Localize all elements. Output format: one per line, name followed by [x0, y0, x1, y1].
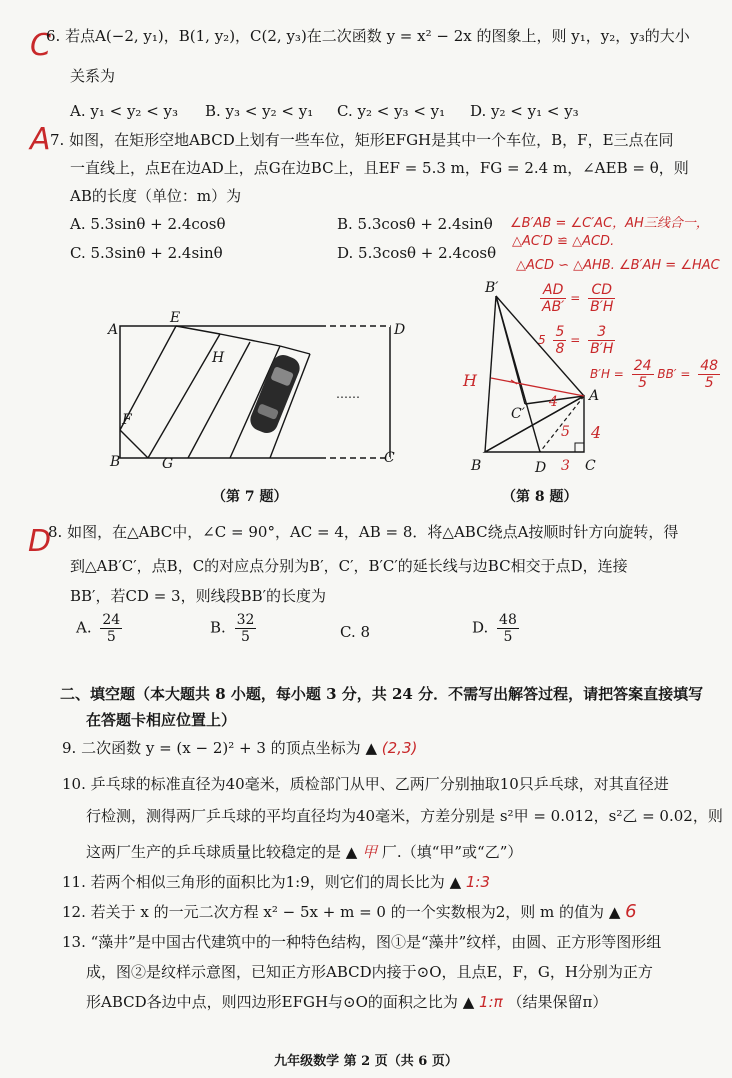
q11-blank: ▲	[449, 873, 462, 891]
q7-option-b: B. 5.3cosθ + 2.4sinθ	[337, 215, 493, 233]
fig7-label-f: F	[122, 412, 132, 428]
q7-handwritten-answer: A	[30, 122, 51, 157]
q6-option-a: A. y₁ < y₂ < y₃	[70, 102, 179, 120]
fig7-label-d: D	[394, 322, 406, 338]
q6-option-d: D. y₂ < y₁ < y₃	[470, 102, 579, 120]
fig8-label-b: B	[471, 458, 482, 474]
fig7-label-g: G	[162, 456, 174, 472]
fig8-label-d: D	[535, 460, 547, 476]
q13-line1: 13. “藻井”是中国古代建筑中的一种特色结构，图①是“藻井”纹样，由圆、正方形等图形组	[62, 933, 662, 951]
q8-option-b: B. $\frac{32}{5}$	[210, 612, 255, 645]
figure-7	[100, 306, 420, 476]
note-line1: ∠B′AB = ∠C′AC，AH三线合一，	[510, 216, 709, 231]
q10-answer: 甲	[362, 843, 378, 861]
q9-blank: ▲	[365, 739, 377, 757]
q11-text: 11. 若两个相似三角形的面积比为1:9，则它们的周长比为 ▲ 1:3	[62, 873, 491, 891]
q6-line1: 6. 若点A(−2, y₁)，B(1, y₂)，C(2, y₃)在二次函数 y = x² − 2x 的图象上，则 y₁，y₂，y₃的大小	[46, 27, 690, 45]
fig7-caption: （第 7 题）	[212, 489, 288, 505]
q10-line1: 10. 乒乓球的标准直径为40毫米，质检部门从甲、乙两厂分别抽取10只乒乓球，对其直径进	[62, 775, 669, 793]
q13-line3: 形ABCD各边中点，则四边形EFGH与⊙O的面积之比为 ▲ 1:π （结果保留π）	[86, 993, 608, 1011]
q8-line2: 到△AB′C′，点B，C的对应点分别为B′，C′，B′C′的延长线与边BC相交于点D，连接	[70, 557, 628, 575]
note-line3: △ACD ∽ △AHB. ∠B′AH = ∠HAC	[516, 258, 720, 273]
q10-blank: ▲	[345, 843, 358, 861]
fig7-label-c: C	[384, 450, 395, 466]
fig8-note-3: 3	[561, 458, 570, 474]
q10-line2: 行检测，测得两厂乒乓球的平均直径均为40毫米，方差分别是 s²甲 = 0.012，s²乙 = 0.02，则	[86, 807, 723, 825]
fig7-label-h: H	[212, 350, 225, 366]
fig8-note-4a: 4	[549, 394, 558, 410]
q7-line1: 7. 如图，在矩形空地ABCD上划有一些车位，矩形EFGH是其中一个车位，B，F，E三点在同	[50, 131, 674, 149]
fig7-dots: ……	[336, 387, 360, 401]
fig7-label-a: A	[108, 322, 119, 338]
fig7-label-e: E	[170, 310, 181, 326]
q8-line1: 8. 如图，在△ABC中，∠C = 90°，AC = 4，AB = 8．将△ABC绕点A按顺时针方向旋转，得	[48, 523, 679, 541]
q9-answer: (2,3)	[381, 739, 418, 757]
section2-heading-cont: 在答题卡相应位置上）	[86, 711, 237, 729]
page-footer: 九年级数学 第 2 页（共 6 页）	[274, 1054, 458, 1069]
fig8-note-4b: 4	[591, 423, 602, 442]
q7-option-c: C. 5.3sinθ + 2.4sinθ	[70, 244, 223, 262]
q13-answer: 1:π	[479, 993, 503, 1011]
q6-option-b: B. y₃ < y₂ < y₁	[205, 102, 314, 120]
q7-line2: 一直线上，点E在边AD上，点G在边BC上，且EF = 5.3 m，FG = 2.4 m，∠AEB = θ，则	[70, 159, 689, 177]
q9-text: 9. 二次函数 y = (x − 2)² + 3 的顶点坐标为 ▲ (2,3)	[62, 739, 418, 757]
q13-blank: ▲	[462, 993, 475, 1011]
fig8-label-c1: C′	[511, 406, 525, 422]
q8-option-d: D. $\frac{48}{5}$	[472, 612, 517, 645]
q8-line3: BB′，若CD = 3，则线段BB′的长度为	[70, 587, 327, 605]
q12-answer: 6	[625, 901, 637, 922]
q7-option-a: A. 5.3sinθ + 2.4cosθ	[70, 215, 226, 233]
fig8-label-h: H	[463, 371, 477, 390]
q12-text: 12. 若关于 x 的一元二次方程 x² − 5x + m = 0 的一个实数根为2，则 m 的值为 ▲ 6	[62, 901, 637, 922]
q6-handwritten-answer: C	[30, 28, 51, 63]
q6-option-c: C. y₂ < y₃ < y₁	[337, 102, 446, 120]
note-ratio-2: 5 $\frac{5}{8}$ = $\frac{3}{B'H}$	[538, 324, 614, 357]
q7-line3: AB的长度（单位：m）为	[70, 187, 242, 205]
fig7-label-b: B	[110, 454, 121, 470]
q8-option-c: C. 8	[340, 623, 371, 641]
q8-handwritten-answer: D	[28, 524, 52, 559]
q12-blank: ▲	[608, 903, 621, 921]
figure-8	[455, 280, 625, 480]
note-result: B′H = $\frac{24}{5}$ BB′ = $\frac{48}{5}$	[590, 358, 719, 391]
note-ratio-1: $\frac{AD}{AB'}$ = $\frac{CD}{B'H}$	[542, 282, 614, 315]
q7-option-d: D. 5.3cosθ + 2.4cosθ	[337, 244, 497, 262]
q6-line2: 关系为	[70, 67, 116, 85]
q8-option-a: A. $\frac{24}{5}$	[76, 612, 121, 645]
fig8-label-a: A	[589, 388, 600, 404]
q10-line3: 这两厂生产的乒乓球质量比较稳定的是 ▲ 甲 厂.（填“甲”或“乙”）	[86, 843, 523, 861]
q13-line2: 成，图②是纹样示意图，已知正方形ABCD内接于⊙O，且点E，F，G，H分别为正方	[86, 963, 653, 981]
note-line2: △AC′D ≌ △ACD.	[512, 234, 615, 249]
fig8-caption: （第 8 题）	[502, 489, 578, 505]
fig8-note-5: 5	[561, 424, 570, 440]
q11-answer: 1:3	[465, 873, 491, 891]
fig8-label-c: C	[585, 458, 596, 474]
section2-heading: 二、填空题（本大题共 8 小题，每小题 3 分，共 24 分．不需写出解答过程，请把答案直接填写	[60, 685, 704, 703]
fig8-label-b1: B′	[485, 280, 499, 296]
